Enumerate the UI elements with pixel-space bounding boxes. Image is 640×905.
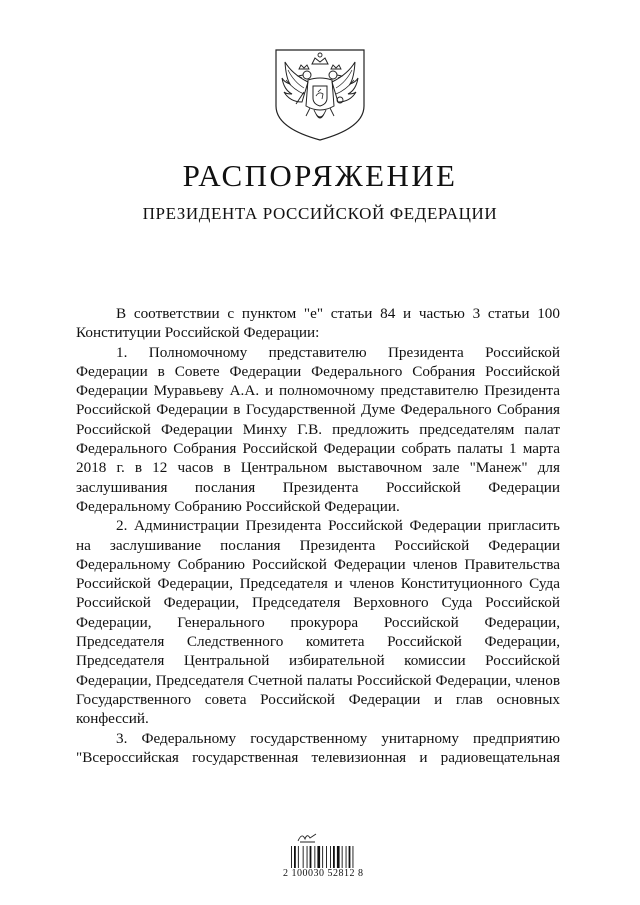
signature-mark-icon <box>296 830 318 844</box>
document-title: РАСПОРЯЖЕНИЕ <box>182 158 458 193</box>
paragraph-preamble: В соответствии с пунктом "е" статьи 84 и частью 3 статьи 100 Конституции Российской Федерации: <box>76 305 560 342</box>
barcode-icon <box>290 846 354 868</box>
paragraph-1: 1. Полномочному представителю Президента Российской Федерации в Совете Федерации Федерального Собрания Российской Федерации Муравьеву А.А. и полномочному представителю Президента Российской Федерации в Государственной Думе Федерального Собрания Российской Федерации Минху Г.В. предложить председателям палат Федерального Собрания Российской Федерации собрать палаты 1 марта 2018 г. в 12 часов в Центральном выставочном зале "Манеж" для заслушивания послания Президента Российской Федерации Федеральному Собранию Российской Федерации. <box>76 343 560 515</box>
barcode-number: 2 100030 52812 8 <box>283 868 364 879</box>
paragraph-2: 2. Администрации Президента Российской Федерации пригласить на заслушивание послания Президента Российской Федерации Федеральному Собранию Российской Федерации членов Правительства Российской Федерации, Председателя и членов Конституционного Суда Российской Федерации, Председателя Верховного Суда Российской Федерации, Генерального прокурора Российской Федерации, Председателя Следственного комитета Российской Федерации, Председателя Центральной избирательной комиссии Российской Федерации, Председателя Счетной палаты Российской Федерации, членов Государственного совета Российской Федерации и глав основных конфессий. <box>76 517 560 728</box>
paragraph-3: 3. Федеральному государственному унитарному предприятию "Всероссийская государственная телевизионная и радиовещательная <box>76 729 560 766</box>
coat-of-arms-icon <box>272 44 368 144</box>
document-body <box>76 304 560 767</box>
document-subtitle: ПРЕЗИДЕНТА РОССИЙСКОЙ ФЕДЕРАЦИИ <box>142 204 498 223</box>
